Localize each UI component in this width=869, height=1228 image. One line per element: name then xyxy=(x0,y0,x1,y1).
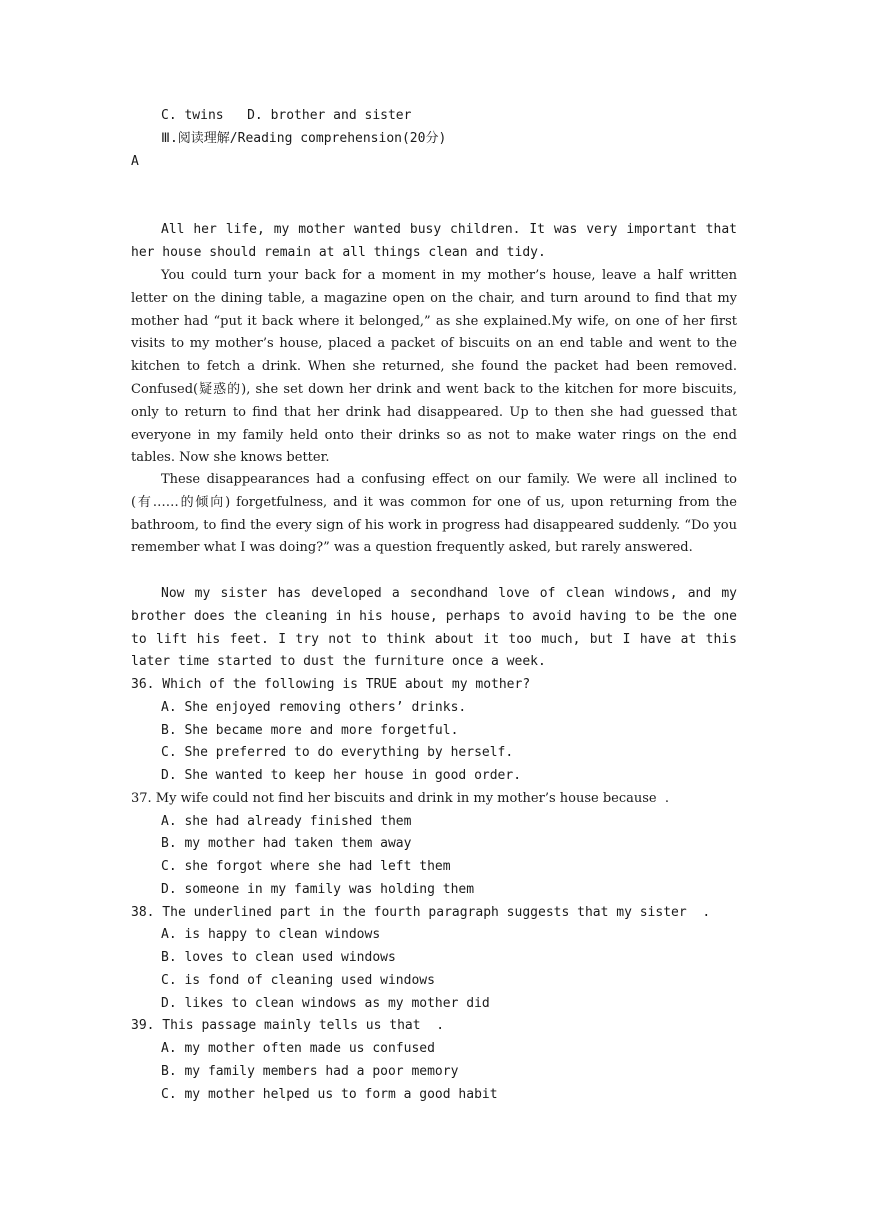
answer-option: A. my mother often made us confused xyxy=(161,1041,435,1056)
question-stem: 39. This passage mainly tells us that . xyxy=(131,1018,445,1033)
previous-question-options: C. twins D. brother and sister xyxy=(161,108,412,123)
answer-option: B. my mother had taken them away xyxy=(161,836,412,851)
answer-option: C. She preferred to do everything by herself. xyxy=(161,745,514,760)
passage-paragraph-3: These disappearances had a confusing effect on our family. We were all inclined to (有……的倾向) forgetfulness, and it was common for one of us, upon returning from the bathroom, to find the every sign of his work in progress had disappeared suddenly. “Do you remember what I was doing?” was a question frequently asked, but rarely answered. xyxy=(131,472,737,556)
answer-option: D. someone in my family was holding them xyxy=(161,882,475,897)
answer-option: B. my family members had a poor memory xyxy=(161,1064,459,1079)
answer-option: B. loves to clean used windows xyxy=(161,950,396,965)
answer-option: A. is happy to clean windows xyxy=(161,927,381,942)
section-heading: Ⅲ.阅读理解/Reading comprehension(20分) xyxy=(161,131,447,146)
answer-option: C. she forgot where she had left them xyxy=(161,859,451,874)
section-letter: A xyxy=(131,154,139,169)
passage-paragraph-2: You could turn your back for a moment in my mother’s house, leave a half written letter on the dining table, a magazine open on the chair, and turn around to find that my mother had “put it back where it belonged,” as she explained.My wife, on one of her first visits to my mother’s house, placed a packet of biscuits on an end table and went to the kitchen to fetch a drink. When she returned, she found the packet had been removed. Confused(疑惑的), she set down her drink and went back to the kitchen for more biscuits, only to return to find that her drink had disappeared. Up to then she had guessed that everyone in my family held onto their drinks so as not to make water rings on the end tables. Now she knows better. xyxy=(131,268,737,466)
answer-option: C. my mother helped us to form a good habit xyxy=(161,1087,498,1102)
answer-option: D. She wanted to keep her house in good order. xyxy=(161,768,522,783)
passage-paragraph-1: All her life, my mother wanted busy children. It was very important that her house should remain at all things clean and tidy. xyxy=(131,222,737,260)
question-stem: 38. The underlined part in the fourth paragraph suggests that my sister . xyxy=(131,905,711,920)
question-stem: 37. My wife could not find her biscuits and drink in my mother’s house because . xyxy=(131,791,670,806)
answer-option: D. likes to clean windows as my mother did xyxy=(161,996,490,1011)
answer-option: A. she had already finished them xyxy=(161,814,412,829)
question-stem: 36. Which of the following is TRUE about my mother? xyxy=(131,677,531,692)
answer-option: B. She became more and more forgetful. xyxy=(161,723,459,738)
passage-paragraph-4: Now my sister has developed a secondhand love of clean windows, and my brother does the cleaning in his house, perhaps to avoid having to be the one to lift his feet. I try not to think about it too much, but I have at this later time started to dust the furniture once a week. xyxy=(131,586,737,670)
answer-option: C. is fond of cleaning used windows xyxy=(161,973,435,988)
answer-option: A. She enjoyed removing others’ drinks. xyxy=(161,700,467,715)
